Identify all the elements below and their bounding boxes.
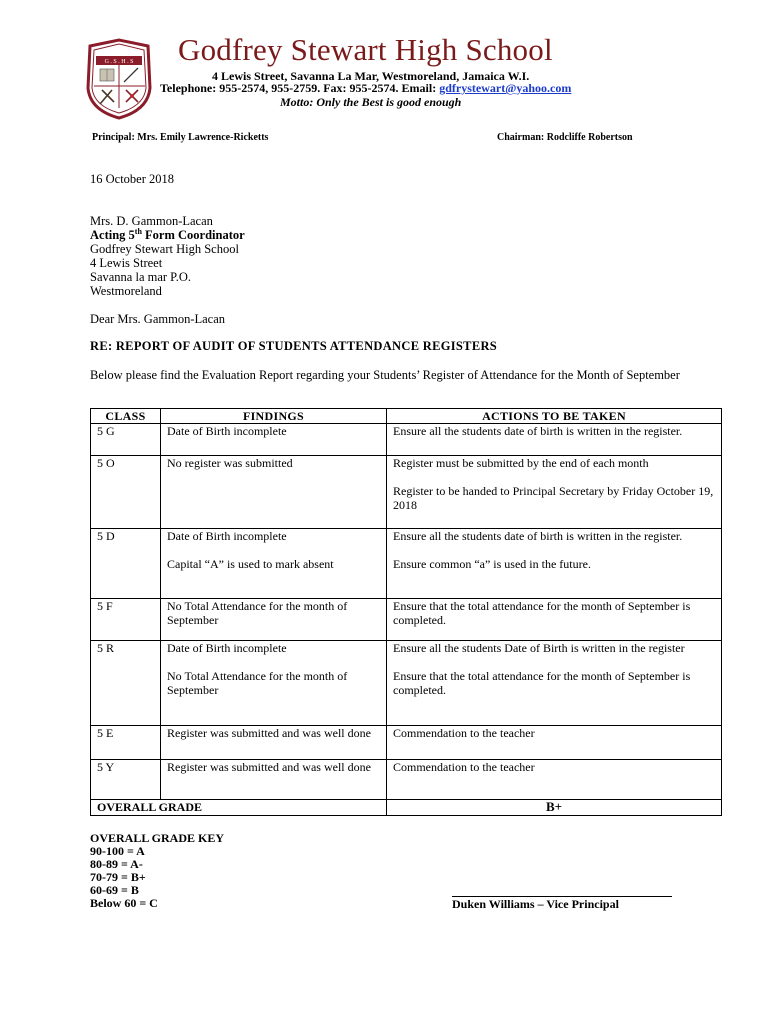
header-class: CLASS	[91, 409, 161, 424]
actions-cell	[387, 529, 722, 599]
svg-text:G . S . H . S: G . S . H . S	[104, 59, 134, 65]
finding-text: Capital “A” is used to mark absent	[167, 557, 334, 571]
overall-grade-value: B+	[387, 800, 722, 816]
chairman-name: Chairman: Rodcliffe Robertson	[497, 132, 633, 143]
table-row	[91, 529, 722, 599]
salutation: Dear Mrs. Gammon-Lacan	[90, 312, 226, 326]
grade-key-line: 60-69 = B	[90, 883, 139, 897]
recipient-block	[90, 214, 245, 298]
grade-key-title: OVERALL GRADE KEY	[90, 831, 225, 845]
school-contact	[160, 81, 571, 96]
action-text: Register to be handed to Principal Secretary by Friday October 19, 2018	[393, 484, 714, 512]
action-text: Ensure that the total attendance for the month of September is completed.	[393, 669, 691, 697]
recipient-line: Westmoreland	[90, 284, 162, 298]
findings-cell	[161, 599, 387, 641]
actions-cell	[387, 641, 722, 726]
findings-cell	[161, 726, 387, 760]
actions-cell	[387, 726, 722, 760]
actions-cell	[387, 760, 722, 800]
action-text: Ensure all the students Date of Birth is written in the register	[393, 641, 685, 655]
actions-cell	[387, 456, 722, 529]
email-link[interactable]: gdfrystewart@yahoo.com	[439, 81, 572, 95]
action-text: Ensure all the students date of birth is written in the register.	[393, 424, 683, 438]
actions-cell	[387, 599, 722, 641]
subject-line: RE: REPORT OF AUDIT OF STUDENTS ATTENDANCE REGISTERS	[90, 339, 498, 353]
recipient-line: Godfrey Stewart High School	[90, 242, 239, 256]
recipient-title-post: Form Coordinator	[141, 228, 245, 242]
recipient-line: Savanna la mar P.O.	[90, 270, 192, 284]
intro-paragraph: Below please find the Evaluation Report regarding your Students’ Register of Attendance for the Month of September	[90, 368, 680, 382]
header-actions: ACTIONS TO BE TAKEN	[387, 409, 722, 424]
school-crest-logo	[80, 38, 158, 120]
school-motto: Motto: Only the Best is good enough	[280, 95, 462, 109]
class-cell: 5 G	[91, 424, 161, 456]
table-row	[91, 760, 722, 800]
finding-text: No register was submitted	[167, 456, 293, 470]
action-text: Ensure all the students date of birth is written in the register.	[393, 529, 683, 543]
findings-cell	[161, 456, 387, 529]
signatory-name: Duken Williams – Vice Principal	[452, 897, 619, 911]
findings-cell	[161, 424, 387, 456]
table-row	[91, 599, 722, 641]
findings-cell	[161, 529, 387, 599]
finding-text: Date of Birth incomplete	[167, 424, 287, 438]
action-text: Ensure that the total attendance for the month of September is completed.	[393, 599, 691, 627]
contact-details: Telephone: 955-2574, 955-2759. Fax: 955-2574. Email:	[160, 81, 440, 95]
action-text: Commendation to the teacher	[393, 760, 535, 774]
school-address: 4 Lewis Street, Savanna La Mar, Westmoreland, Jamaica W.I.	[212, 69, 530, 83]
class-cell: 5 Y	[91, 760, 161, 800]
principal-name: Principal: Mrs. Emily Lawrence-Ricketts	[92, 132, 269, 143]
grade-key-line: 70-79 = B+	[90, 870, 146, 884]
actions-cell	[387, 424, 722, 456]
school-name: Godfrey Stewart High School	[178, 32, 553, 67]
table-row	[91, 424, 722, 456]
grade-key-line: Below 60 = C	[90, 896, 158, 910]
recipient-title	[90, 228, 245, 242]
letter-date: 16 October 2018	[90, 172, 175, 186]
overall-grade-row	[91, 800, 722, 816]
class-cell: 5 O	[91, 456, 161, 529]
recipient-name: Mrs. D. Gammon-Lacan	[90, 214, 213, 228]
finding-text: Date of Birth incomplete	[167, 529, 287, 543]
finding-text: Date of Birth incomplete	[167, 641, 287, 655]
finding-text: Register was submitted and was well done	[167, 726, 371, 740]
recipient-title-sup: th	[134, 226, 142, 236]
header-findings: FINDINGS	[161, 409, 387, 424]
action-text: Commendation to the teacher	[393, 726, 535, 740]
action-text: Ensure common “a” is used in the future.	[393, 557, 591, 571]
recipient-line: 4 Lewis Street	[90, 256, 163, 270]
table-row	[91, 456, 722, 529]
findings-cell	[161, 641, 387, 726]
recipient-title-pre: Acting 5	[90, 228, 135, 242]
class-cell: 5 R	[91, 641, 161, 726]
grade-key	[90, 832, 224, 910]
table-row	[91, 641, 722, 726]
table-row	[91, 726, 722, 760]
audit-findings-table	[90, 408, 722, 816]
grade-key-line: 80-89 = A-	[90, 857, 143, 871]
class-cell: 5 E	[91, 726, 161, 760]
action-text: Register must be submitted by the end of each month	[393, 456, 649, 470]
class-cell: 5 F	[91, 599, 161, 641]
finding-text: Register was submitted and was well done	[167, 760, 371, 774]
table-header-row	[91, 409, 722, 424]
class-cell: 5 D	[91, 529, 161, 599]
findings-cell	[161, 760, 387, 800]
finding-text: No Total Attendance for the month of September	[167, 669, 348, 697]
overall-grade-label: OVERALL GRADE	[91, 800, 387, 816]
finding-text: No Total Attendance for the month of September	[167, 599, 348, 627]
grade-key-line: 90-100 = A	[90, 844, 145, 858]
